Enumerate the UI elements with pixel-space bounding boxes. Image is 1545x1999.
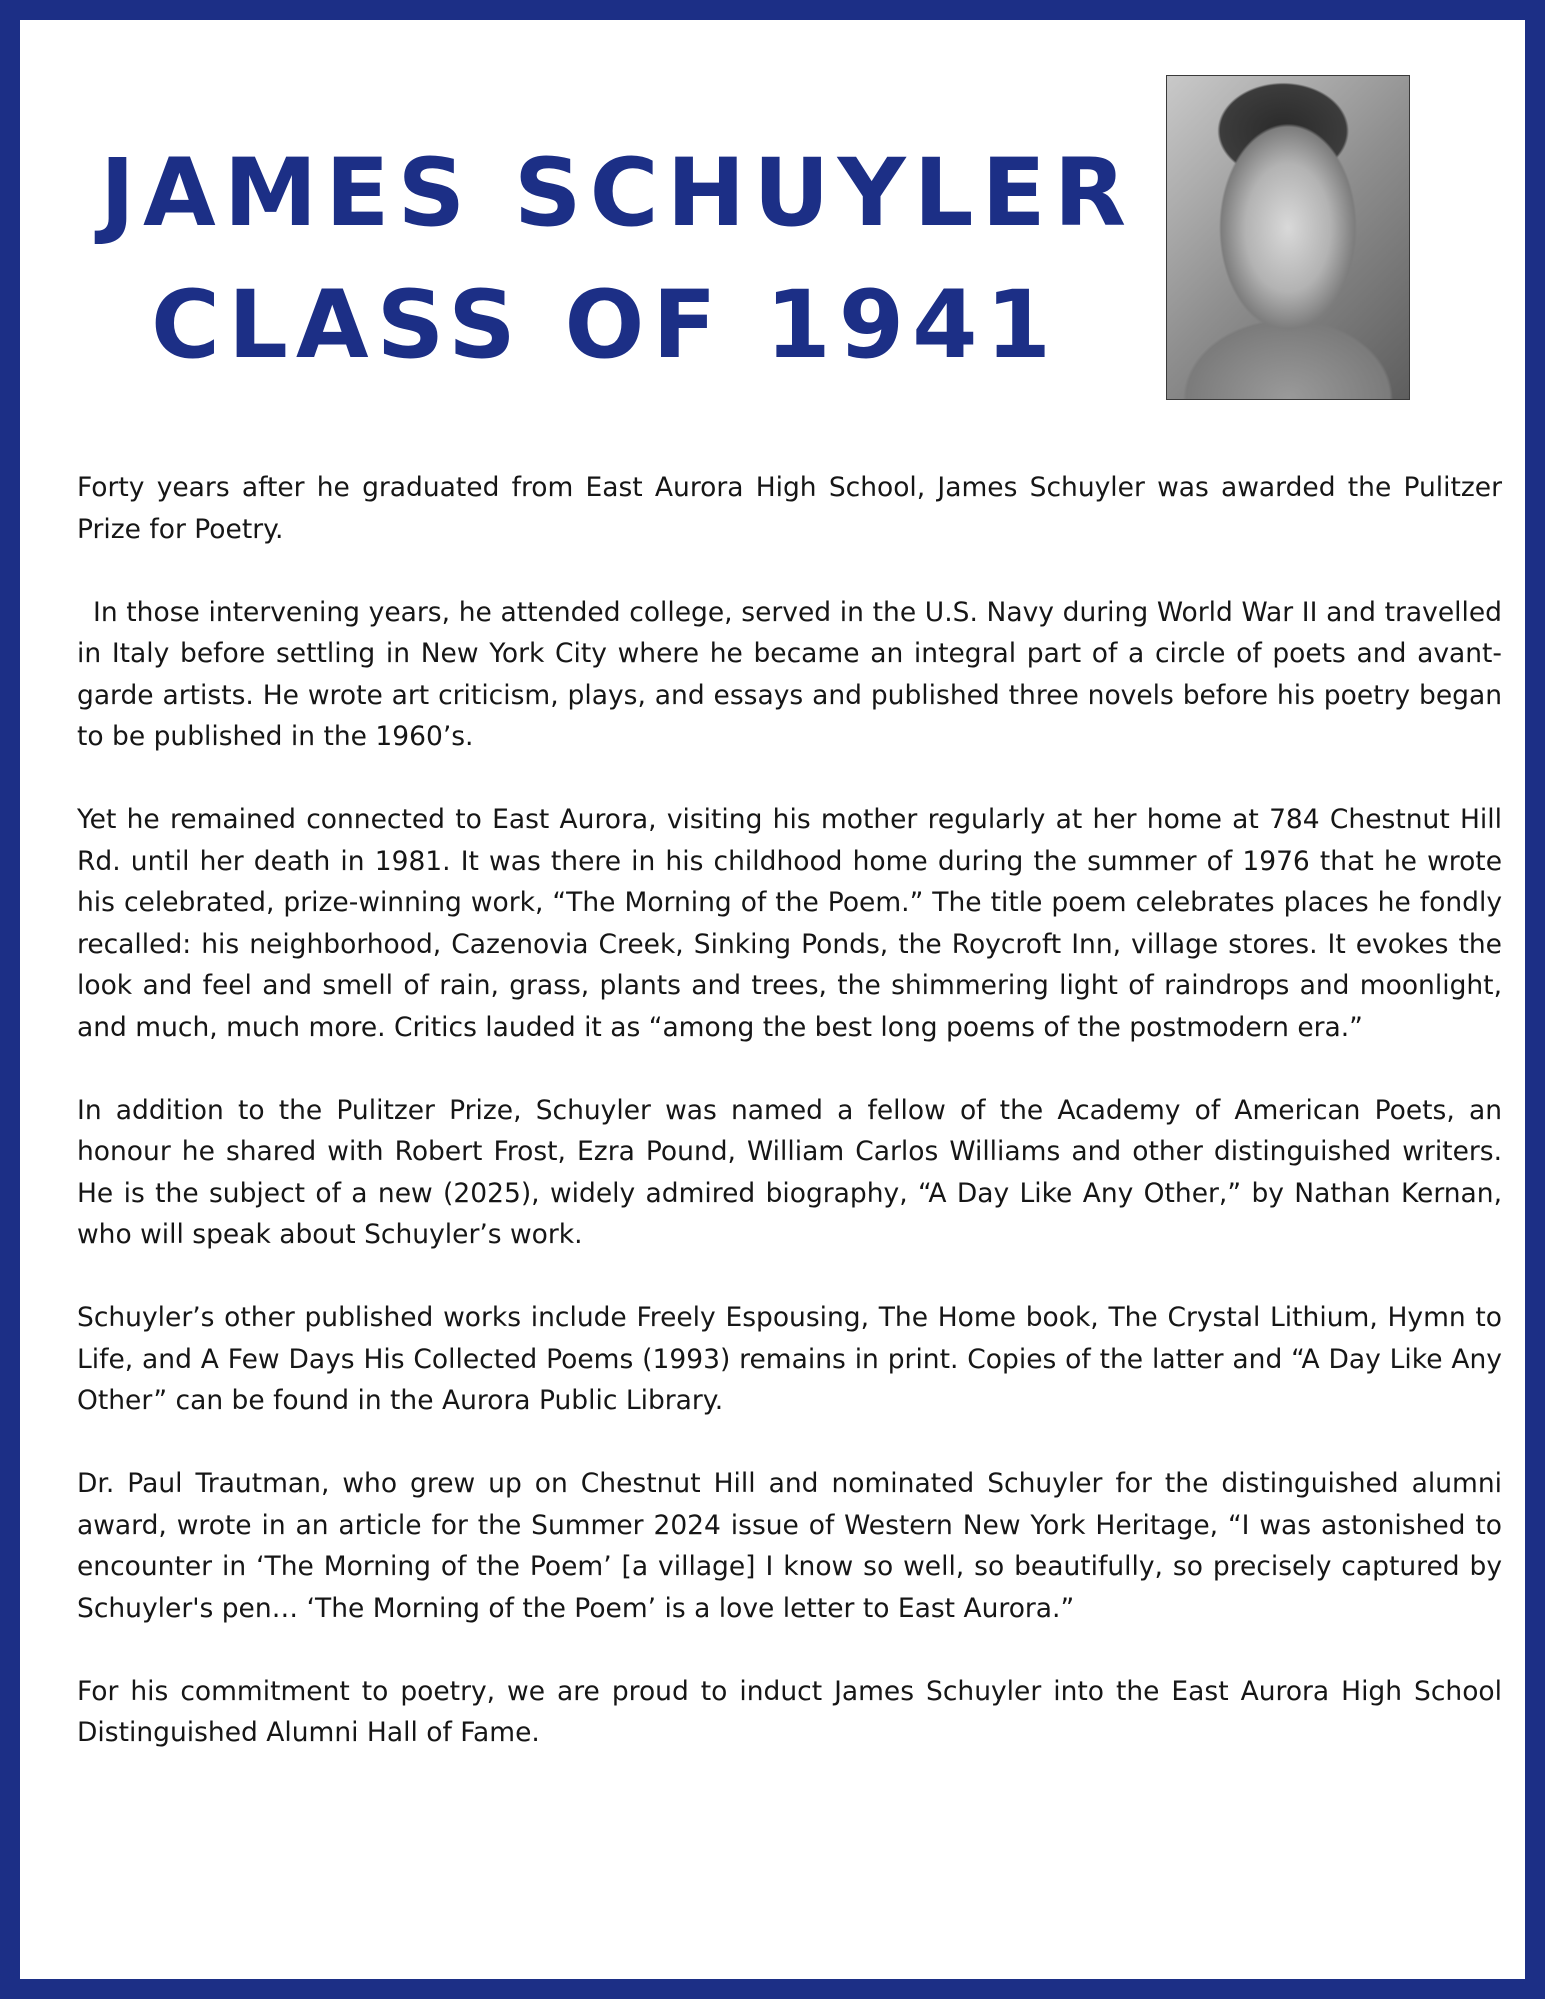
title-name: JAMES SCHUYLER bbox=[100, 139, 1135, 248]
paragraph-intervening-years: In those intervening years, he attended college, served in the U.S. Navy during World War II and travelled in Italy before settling in New York City where he became an integral part of a circle of poets and avant-garde artists. He wrote art criticism, plays, and essays and published three novels before his poetry began to be published in the 1960’s. bbox=[77, 596, 1502, 752]
article-body bbox=[77, 467, 1502, 1795]
title-class-year: CLASS OF 1941 bbox=[150, 271, 1059, 380]
paragraph-trautman-quote: Dr. Paul Trautman, who grew up on Chestnut Hill and nominated Schuyler for the distinguished alumni award, wrote in an article for the Summer 2024 issue of Western New York Heritage, “I was astonished to encounter in ‘The Morning of the Poem’ [a village] I know so well, so beautifully, so precisely captured by Schuyler's pen… ‘The Morning of the Poem’ is a love letter to East Aurora.” bbox=[77, 1468, 1502, 1624]
paragraph-other-works: Schuyler’s other published works include Freely Espousing, The Home book, The Crystal Lithium, Hymn to Life, and A Few Days His Collected Poems (1993) remains in print. Copies of the latter and “A Day Like Any Other” can be found in the Aurora Public Library. bbox=[77, 1302, 1502, 1416]
paragraph-induction: For his commitment to poetry, we are proud to induct James Schuyler into the East Aurora High School Distinguished Alumni Hall of Fame. bbox=[77, 1675, 1502, 1748]
paragraph-pulitzer: Forty years after he graduated from East Aurora High School, James Schuyler was awarded the Pulitzer Prize for Poetry. bbox=[77, 472, 1502, 545]
paragraph-honours: In addition to the Pulitzer Prize, Schuyler was named a fellow of the Academy of American Poets, an honour he shared with Robert Frost, Ezra Pound, William Carlos Williams and other distinguished writers. He is the subject of a new (2025), widely admired biography, “A Day Like Any Other,” by Nathan Kernan, who will speak about Schuyler’s work. bbox=[77, 1094, 1502, 1250]
page-title bbox=[100, 128, 1135, 392]
paragraph-east-aurora-connection: Yet he remained connected to East Aurora, visiting his mother regularly at her home at 784 Chestnut Hill Rd. until her death in 1981. It was there in his childhood home during the summer of 1976 that he wrote his celebrated, prize-winning work, “The Morning of the Poem.” The title poem celebrates places he fondly recalled: his neighborhood, Cazenovia Creek, Sinking Ponds, the Roycroft Inn, village stores. It evokes the look and feel and smell of rain, grass, plants and trees, the shimmering light of raindrops and moonlight, and much, much more. Critics lauded it as “among the best long poems of the postmodern era.” bbox=[77, 804, 1502, 1043]
portrait-photo bbox=[1166, 75, 1410, 400]
